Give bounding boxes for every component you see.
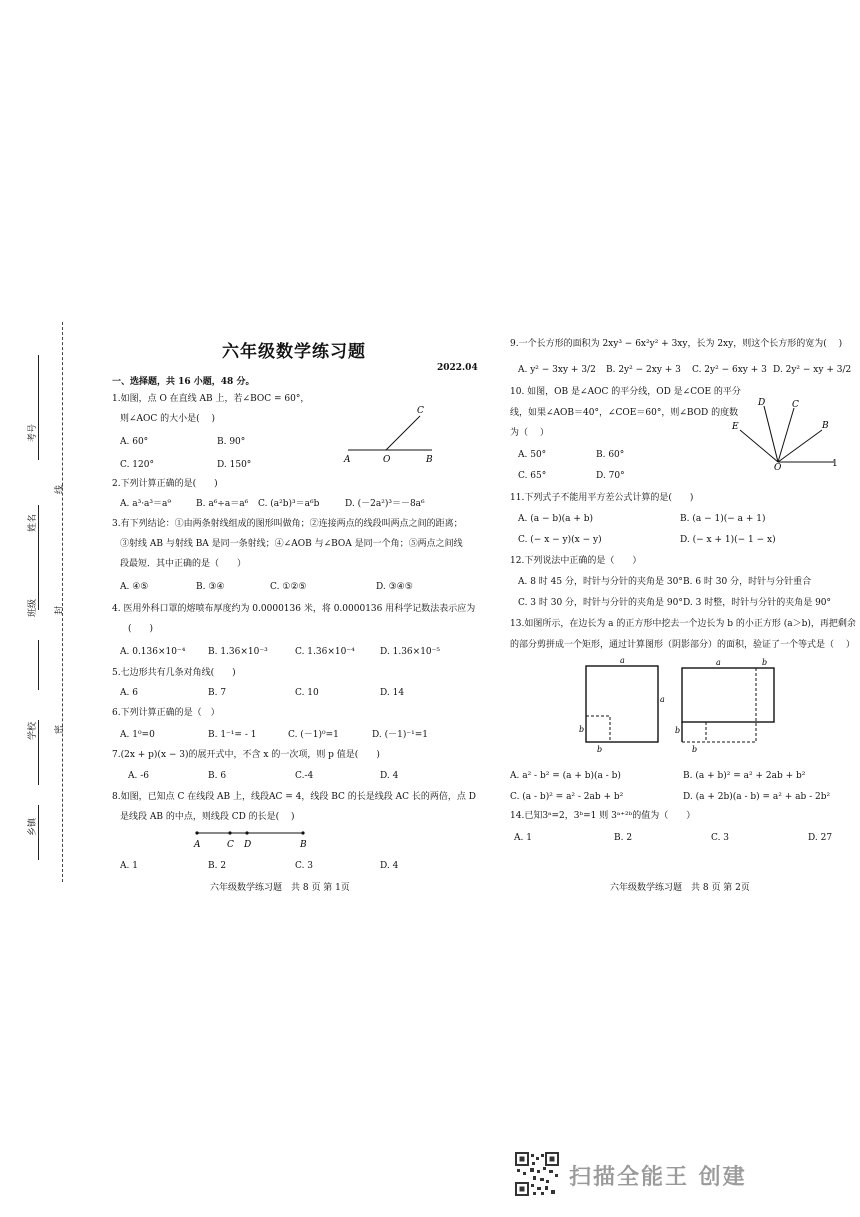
scanner-watermark: 扫描全能王 创建 [569,1165,747,1190]
q12-option-b: B. 6 时 30 分，时针与分针重合 [683,577,812,587]
q13-label-a-top: a [620,656,625,665]
page1-footer: 六年级数学练习题 共 8 页 第 1页 [210,883,350,893]
q1-option-d: D. 150° [217,460,252,470]
q10-label-a: 1 [832,459,838,469]
q8-line1: 8.如图，已知点 C 在线段 AB 上，线段AC = 4，线段 BC 的长是线段 AC 长的两倍，点 D [112,792,476,802]
q10-line1: 10. 如图，OB 是∠AOC 的平分线，OD 是∠COE 的平分 [510,387,741,397]
q13-label-b-bottom: b [597,745,603,754]
q7-option-a: A. -6 [128,771,149,781]
q10-label-d: D [758,398,766,408]
q10-option-b: B. 60° [596,450,625,460]
q9-option-c: C. 2y² − 6xy + 3 [692,365,767,375]
q2-option-a: A. a³·a³＝a⁹ [120,499,172,509]
side-underline-1 [38,355,39,460]
q2-option-c: C. (a²b)³＝a⁶b [258,499,320,509]
qr-code-icon [515,1152,559,1196]
q1-angle-figure [340,400,440,465]
q11-option-c: C. (− x − y)(x − y) [518,535,602,545]
q7-stem: 7.(2x + p)(x − 3)的展开式中，不含 x 的一次项，则 p 值是( ) [112,750,380,760]
q14-option-b: B. 2 [614,833,633,843]
q8-option-d: D. 4 [380,861,399,871]
q6-option-d: D. (－1)⁻¹=1 [372,730,428,740]
q1-label-c: C [417,406,424,416]
q5-option-a: A. 6 [120,688,138,698]
side-label-xingming: 姓名 [28,513,38,532]
binding-dashed-line [62,322,63,882]
q10-line2: 线，如果∠AOB＝40°，∠COE＝60°，则∠BOD 的度数 [510,408,739,418]
q8-label-b: B [300,840,307,850]
q3-option-c: C. ①②⑤ [270,582,307,592]
q10-option-c: C. 65° [518,471,547,481]
side-underline-2 [38,505,39,610]
q8-option-c: C. 3 [295,861,314,871]
q13-option-a: A. a² - b² = (a + b)(a - b) [510,771,621,781]
q3-option-b: B. ③④ [196,582,225,592]
q10-option-a: A. 50° [518,450,547,460]
q4-option-a: A. 0.136×10⁻⁴ [120,647,186,657]
q5-option-c: C. 10 [295,688,319,698]
q5-option-d: D. 14 [380,688,405,698]
q13-option-b: B. (a + b)² = a² + 2ab + b² [683,771,806,781]
q10-label-c: C [792,400,799,410]
q2-stem: 2.下列计算正确的是( ) [112,479,218,489]
exam-date: 2022.04 [437,363,478,373]
q5-stem: 5.七边形共有几条对角线( ) [112,668,236,678]
side-label-xuexiao: 学校 [28,721,38,740]
q9-option-d: D. 2y² − xy + 3/2 [773,365,852,375]
q4-option-d: D. 1.36×10⁻⁵ [380,647,441,657]
q4-option-c: C. 1.36×10⁻⁴ [295,647,355,657]
side-label-banji: 班级 [28,598,38,617]
q3-line3: 段最短．其中正确的是（ ） [120,559,247,569]
side-underline-5 [38,805,39,860]
q8-label-a: A [194,840,201,850]
q11-option-d: D. (− x + 1)(− 1 − x) [680,535,776,545]
q3-option-a: A. ④⑤ [120,582,149,592]
q8-option-a: A. 1 [120,861,138,871]
section-heading: 一、选择题，共 16 小题，48 分。 [112,377,255,387]
q13-label-b-rect-left: b [675,726,681,735]
q1-option-c: C. 120° [120,460,154,470]
side-label-feng: 封 [55,605,65,615]
q1-option-b: B. 90° [217,437,246,447]
q10-option-d: D. 70° [596,471,625,481]
q9-stem: 9.一个长方形的面积为 2xy³ − 6x²y² + 3xy，长为 2xy，则这个长方形的宽为( ) [510,339,843,349]
q14-stem: 14.已知3ᵃ=2，3ᵇ=1 则 3ᵃ⁺²ᵇ的值为（ ） [510,811,696,821]
q7-option-d: D. 4 [380,771,399,781]
q8-segment-figure [185,825,315,851]
q5-option-b: B. 7 [208,688,227,698]
side-label-xiangzhen: 乡镇 [28,817,38,836]
q1-label-b: B [426,455,433,465]
q12-option-c: C. 3 时 30 分，时针与分针的夹角是 90° [518,598,683,608]
side-underline-3 [38,640,39,690]
q13-line1: 13.如图所示，在边长为 a 的正方形中挖去一个边长为 b 的小正方形 (a＞b)，再把剩余 [510,619,856,629]
q7-option-c: C.-4 [295,771,314,781]
q13-option-d: D. (a + 2b)(a - b) = a² + ab - 2b² [683,792,831,802]
q4-line2: ( ) [128,624,154,634]
q13-square-figure [570,656,785,754]
q12-stem: 12.下列说法中正确的是（ ） [510,556,642,566]
q14-option-a: A. 1 [514,833,532,843]
q13-line2: 的部分剪拼成一个矩形，通过计算图形（阴影部分）的面积，验证了一个等式是（ ） [510,640,855,650]
side-label-kaohao: 考号 [28,423,38,442]
q9-option-a: A. y² − 3xy + 3/2 [518,365,596,375]
q6-option-b: B. 1⁻¹= - 1 [208,730,257,740]
q13-label-a-rect-top: a [716,658,721,667]
q11-option-a: A. (a − b)(a + b) [518,514,594,524]
page2-footer: 六年级数学练习题 共 8 页 第 2页 [610,883,750,893]
q13-label-b-left: b [579,725,585,734]
q11-option-b: B. (a − 1)(− a + 1) [680,514,766,524]
q1-label-a: A [344,455,351,465]
q4-option-b: B. 1.36×10⁻³ [208,647,268,657]
q9-option-b: B. 2y² − 2xy + 3 [606,365,681,375]
q10-line3: 为（ ） [510,428,549,438]
q13-label-a-right: a [660,695,665,704]
q14-option-c: C. 3 [711,833,730,843]
q1-option-a: A. 60° [120,437,149,447]
q13-label-b-rect-bottom: b [692,745,698,754]
q3-line1: 3.有下列结论：①由两条射线组成的图形叫做角；②连接两点的线段叫两点之间的距离； [112,519,463,529]
q10-label-e: E [732,422,739,432]
q2-option-d: D. (－2a²)³＝－8a⁶ [345,499,425,509]
side-label-xian: 线 [55,484,65,494]
page-title: 六年级数学练习题 [222,342,366,362]
q4-line1: 4. 医用外科口罩的熔喷布厚度约为 0.0000136 米，将 0.0000136 用科学记数法表示应为 [112,604,476,614]
q12-option-a: A. 8 时 45 分，时针与分针的夹角是 30° [518,577,683,587]
side-label-mi: 密 [55,724,65,734]
q3-option-d: D. ③④⑤ [376,582,413,592]
q10-rays-figure [730,392,842,472]
q10-label-b: B [822,421,829,431]
q10-label-o: O [774,463,782,472]
side-underline-4 [38,720,39,785]
q6-option-c: C. (－1)⁰=1 [288,730,339,740]
q8-label-c: C [227,840,234,850]
q2-option-b: B. a⁶÷a＝a⁶ [196,499,249,509]
q7-option-b: B. 6 [208,771,227,781]
q1-label-o: O [383,455,391,465]
q13-option-c: C. (a - b)² = a² - 2ab + b² [510,792,624,802]
q1-stem-line2: 则∠AOC 的大小是( ) [120,414,216,424]
q8-label-d: D [244,840,252,850]
q13-label-b-rect-top: b [762,658,768,667]
q8-option-b: B. 2 [208,861,227,871]
q3-line2: ③射线 AB 与射线 BA 是同一条射线；④∠AOB 与∠BOA 是同一个角；⑤两点之间线 [120,539,463,549]
q8-line2: 是线段 AB 的中点，则线段 CD 的长是( ) [120,812,295,822]
q12-option-d: D. 3 时整，时针与分针的夹角是 90° [683,598,832,608]
q6-stem: 6.下列计算正确的是（ ） [112,708,220,718]
q1-stem-line1: 1.如图，点 O 在直线 AB 上，若∠BOC = 60°， [112,394,310,404]
q14-option-d: D. 27 [808,833,833,843]
q6-option-a: A. 1⁰=0 [120,730,155,740]
q11-stem: 11.下列式子不能用平方差公式计算的是( ) [510,493,694,503]
